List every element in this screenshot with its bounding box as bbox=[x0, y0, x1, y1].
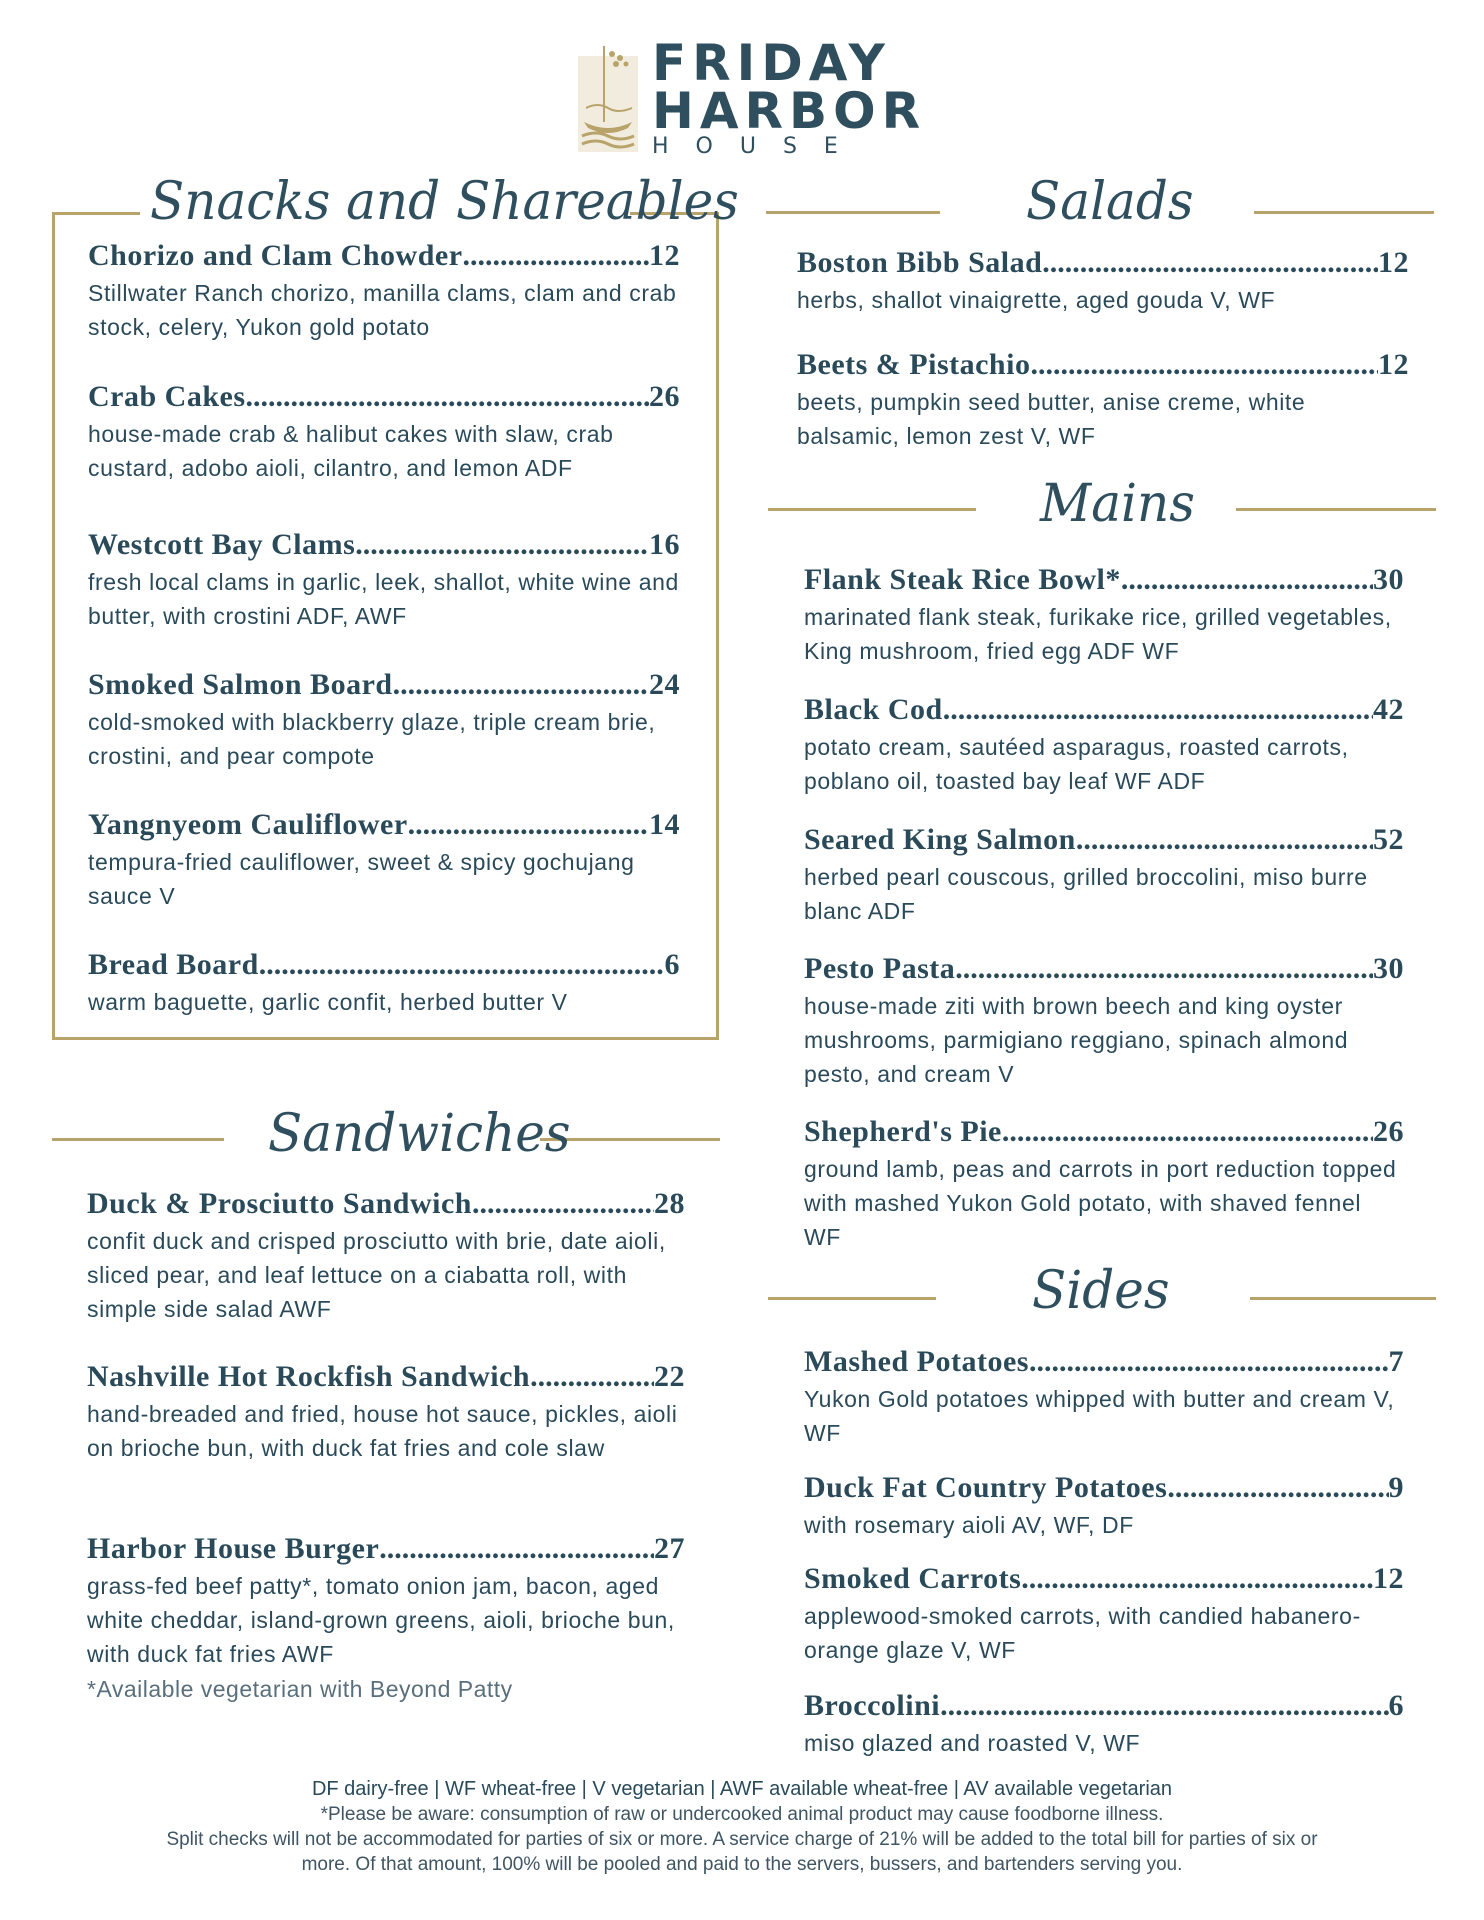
item-name: Seared King Salmon bbox=[804, 823, 1076, 856]
item-description: confit duck and crisped prosciutto with brie, date aioli, sliced pear, and leaf lettuce on a ciabatta roll, with simple side salad AWF bbox=[87, 1228, 666, 1322]
section-rule bbox=[766, 211, 940, 214]
menu-item bbox=[804, 563, 1404, 668]
item-description: miso glazed and roasted V, WF bbox=[804, 1730, 1141, 1756]
sailboat-logo-icon bbox=[578, 42, 638, 152]
item-name: Smoked Carrots bbox=[804, 1562, 1022, 1595]
item-name: Harbor House Burger bbox=[87, 1532, 380, 1565]
menu-item bbox=[88, 668, 680, 773]
menu-item bbox=[804, 693, 1404, 798]
item-price: 14 bbox=[649, 808, 680, 841]
item-name: Duck & Prosciutto Sandwich bbox=[87, 1187, 472, 1220]
item-name: Flank Steak Rice Bowl* bbox=[804, 563, 1121, 596]
section-title-snacks: Snacks and Shareables bbox=[150, 170, 739, 232]
item-name: Westcott Bay Clams bbox=[88, 528, 356, 561]
menu-item bbox=[88, 239, 680, 344]
menu-item bbox=[804, 823, 1404, 928]
section-title-sides: Sides bbox=[1032, 1259, 1170, 1321]
menu-item bbox=[87, 1187, 685, 1326]
item-description: cold-smoked with blackberry glaze, triple cream brie, crostini, and pear compote bbox=[88, 709, 656, 769]
item-name: Shepherd's Pie bbox=[804, 1115, 1002, 1148]
item-description: Stillwater Ranch chorizo, manilla clams, clam and crab stock, celery, Yukon gold potato bbox=[88, 280, 677, 340]
item-price: 28 bbox=[654, 1187, 685, 1220]
menu-item bbox=[87, 1360, 685, 1465]
section-rule bbox=[1254, 211, 1434, 214]
item-description: grass-fed beef patty*, tomato onion jam, bacon, aged white cheddar, island-grown greens, aioli, brioche bun, with duck fat fries AWF bbox=[87, 1573, 675, 1667]
section-rule bbox=[1250, 1297, 1436, 1300]
menu-footer bbox=[60, 1777, 1424, 1877]
item-description: potato cream, sautéed asparagus, roasted carrots, poblano oil, toasted bay leaf WF ADF bbox=[804, 734, 1349, 794]
dietary-legend: DF dairy-free | WF wheat-free | V vegetarian | AWF available wheat-free | AV available vegetarian bbox=[311, 1778, 1173, 1800]
menu-item bbox=[804, 1115, 1404, 1254]
menu-item bbox=[87, 1532, 685, 1671]
item-price: 12 bbox=[649, 239, 680, 272]
item-description: house-made crab & halibut cakes with slaw, crab custard, adobo aioli, cilantro, and lemon ADF bbox=[88, 421, 614, 481]
vegetarian-note: *Available vegetarian with Beyond Patty bbox=[87, 1676, 513, 1702]
logo-word-friday: FRIDAY bbox=[652, 34, 891, 92]
item-name: Crab Cakes bbox=[88, 380, 246, 413]
menu-item bbox=[804, 952, 1404, 1091]
menu-item bbox=[88, 528, 680, 633]
logo-word-harbor: HARBOR bbox=[652, 82, 927, 140]
item-description: Yukon Gold potatoes whipped with butter and cream V, WF bbox=[804, 1386, 1395, 1446]
item-price: 52 bbox=[1373, 823, 1404, 856]
menu-item bbox=[797, 246, 1409, 317]
menu-item bbox=[804, 1345, 1404, 1450]
item-description: hand-breaded and fried, house hot sauce, pickles, aioli on brioche bun, with duck fat fries and cole slaw bbox=[87, 1401, 678, 1461]
item-description: with rosemary aioli AV, WF, DF bbox=[804, 1512, 1134, 1538]
menu-item bbox=[804, 1562, 1404, 1667]
item-name: Broccolini bbox=[804, 1689, 941, 1722]
item-price: 26 bbox=[649, 380, 680, 413]
item-name: Yangnyeom Cauliflower bbox=[88, 808, 408, 841]
health-warning: *Please be aware: consumption of raw or undercooked animal product may cause foodborne illness. bbox=[320, 1804, 1164, 1825]
item-description: applewood-smoked carrots, with candied habanero-orange glaze V, WF bbox=[804, 1603, 1361, 1663]
item-name: Black Cod bbox=[804, 693, 943, 726]
item-price: 9 bbox=[1388, 1471, 1404, 1504]
item-price: 26 bbox=[1373, 1115, 1404, 1148]
menu-item bbox=[797, 348, 1409, 453]
menu-item bbox=[88, 948, 680, 1019]
section-title-salads: Salads bbox=[1026, 170, 1194, 232]
item-description: warm baguette, garlic confit, herbed butter V bbox=[88, 989, 568, 1015]
item-description: beets, pumpkin seed butter, anise creme, white balsamic, lemon zest V, WF bbox=[797, 389, 1306, 449]
menu-item bbox=[88, 380, 680, 485]
item-name: Chorizo and Clam Chowder bbox=[88, 239, 463, 272]
item-price: 16 bbox=[649, 528, 680, 561]
section-rule bbox=[768, 508, 976, 511]
item-name: Boston Bibb Salad bbox=[797, 246, 1043, 279]
section-title-mains: Mains bbox=[1040, 472, 1195, 534]
item-price: 12 bbox=[1378, 348, 1409, 381]
menu-item bbox=[88, 808, 680, 913]
section-rule bbox=[1236, 508, 1436, 511]
item-name: Nashville Hot Rockfish Sandwich bbox=[87, 1360, 531, 1393]
item-name: Duck Fat Country Potatoes bbox=[804, 1471, 1168, 1504]
item-name: Mashed Potatoes bbox=[804, 1345, 1029, 1378]
policy-line-1: Split checks will not be accommodated for parties of six or more. A service charge of 21% will be added to the total bill for parties of six or bbox=[166, 1829, 1318, 1850]
item-price: 30 bbox=[1373, 952, 1404, 985]
item-price: 7 bbox=[1388, 1345, 1404, 1378]
item-description: marinated flank steak, furikake rice, grilled vegetables, King mushroom, fried egg ADF WF bbox=[804, 604, 1392, 664]
item-price: 6 bbox=[664, 948, 680, 981]
item-description: fresh local clams in garlic, leek, shallot, white wine and butter, with crostini ADF, AWF bbox=[88, 569, 679, 629]
item-price: 12 bbox=[1378, 246, 1409, 279]
menu-item bbox=[804, 1471, 1404, 1542]
item-price: 22 bbox=[654, 1360, 685, 1393]
item-description: tempura-fried cauliflower, sweet & spicy gochujang sauce V bbox=[88, 849, 635, 909]
logo-word-house: HOUSE bbox=[652, 134, 865, 159]
item-description: ground lamb, peas and carrots in port reduction topped with mashed Yukon Gold potato, with shaved fennel WF bbox=[804, 1156, 1397, 1250]
item-price: 6 bbox=[1388, 1689, 1404, 1722]
item-price: 30 bbox=[1373, 563, 1404, 596]
item-name: Bread Board bbox=[88, 948, 259, 981]
menu-item bbox=[804, 1689, 1404, 1760]
policy-line-2: more. Of that amount, 100% will be pooled and paid to the servers, bussers, and bartenders serving you. bbox=[301, 1854, 1183, 1875]
item-name: Beets & Pistachio bbox=[797, 348, 1031, 381]
item-name: Smoked Salmon Board bbox=[88, 668, 393, 701]
item-name: Pesto Pasta bbox=[804, 952, 956, 985]
restaurant-logo bbox=[578, 34, 927, 159]
item-price: 42 bbox=[1373, 693, 1404, 726]
item-description: house-made ziti with brown beech and king oyster mushrooms, parmigiano reggiano, spinach almond pesto, and cream V bbox=[804, 993, 1349, 1087]
item-price: 24 bbox=[649, 668, 680, 701]
item-description: herbed pearl couscous, grilled broccolini, miso burre blanc ADF bbox=[804, 864, 1368, 924]
section-title-sandwiches: Sandwiches bbox=[268, 1102, 571, 1164]
section-rule bbox=[52, 1138, 224, 1141]
item-price: 12 bbox=[1373, 1562, 1404, 1595]
section-rule bbox=[768, 1297, 936, 1300]
item-price: 27 bbox=[654, 1532, 685, 1565]
item-description: herbs, shallot vinaigrette, aged gouda V, WF bbox=[797, 287, 1276, 313]
